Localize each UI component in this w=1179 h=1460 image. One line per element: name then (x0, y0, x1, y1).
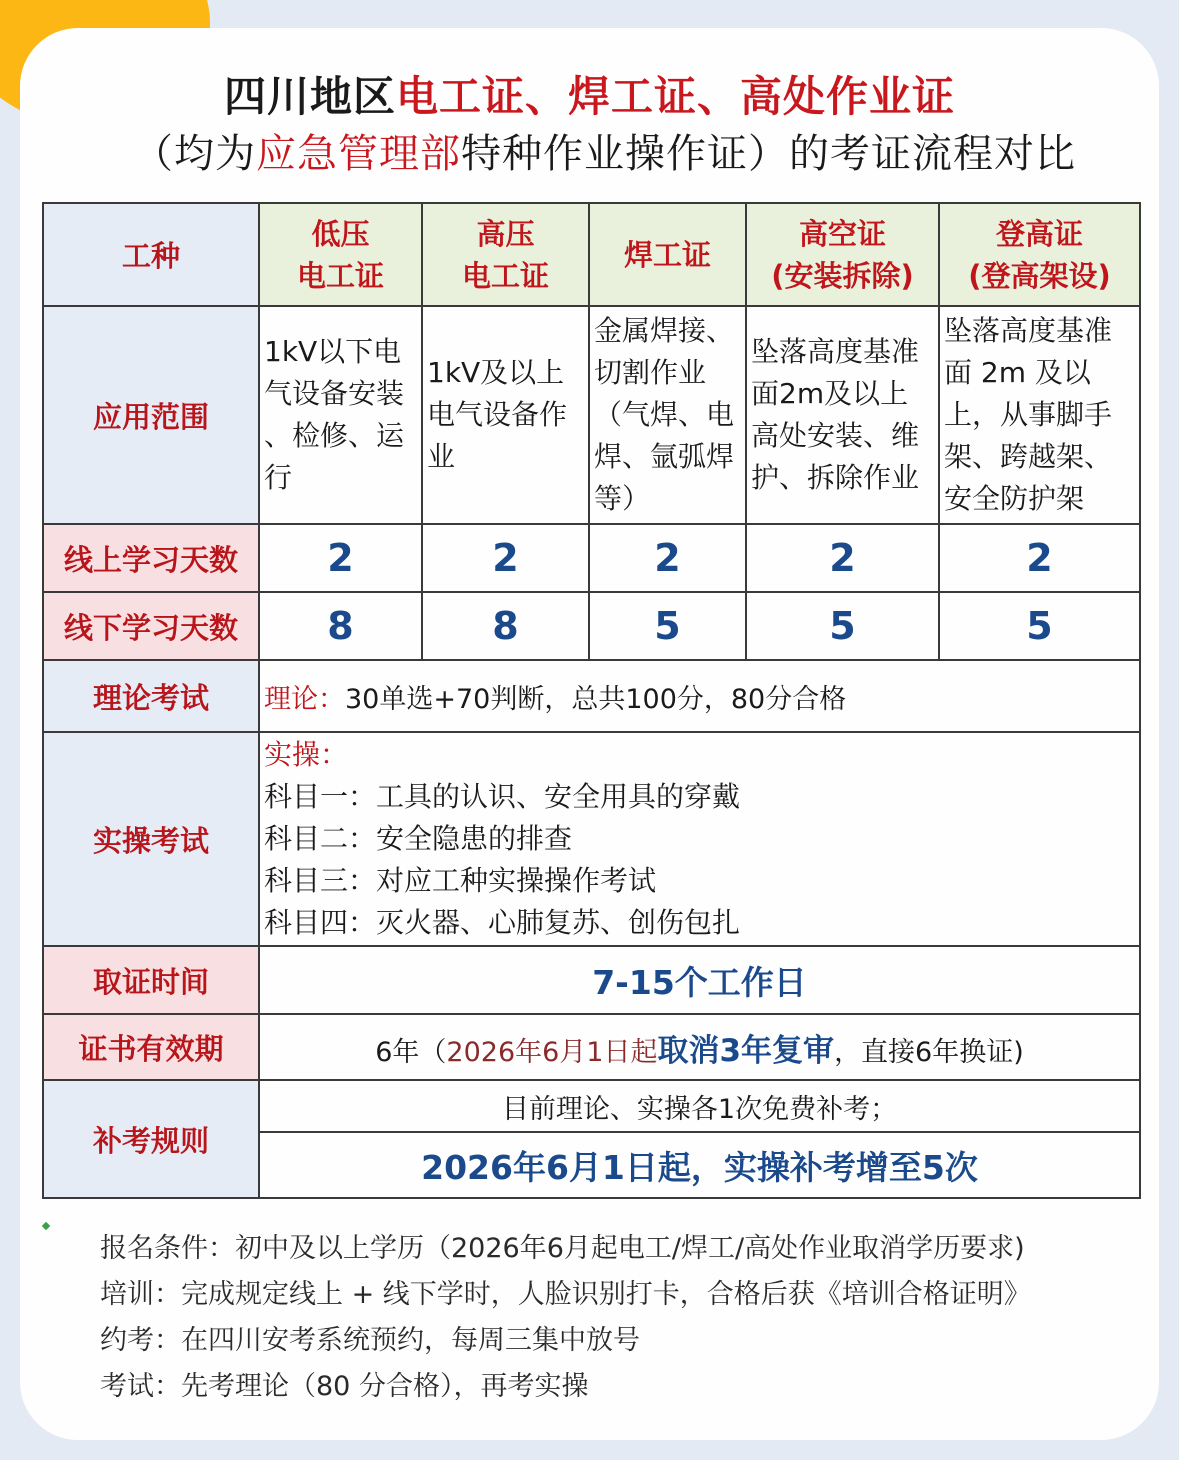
offline-days-value: 8 (259, 592, 422, 660)
table-row (43, 1014, 1140, 1080)
row-label-offline-days: 线下学习天数 (43, 592, 259, 660)
notes-section (100, 1226, 1031, 1410)
page-subtitle: （均为应急管理部特种作业操作证）的考证流程对比 (133, 131, 1076, 177)
column-header-welder: 焊工证 (589, 203, 746, 306)
table-row (43, 732, 1140, 946)
row-label-scope: 应用范围 (43, 306, 259, 524)
row-label-online-days: 线上学习天数 (43, 524, 259, 592)
note-line: 考试：先考理论（80 分合格），再考实操 (100, 1371, 589, 1402)
row-label-retake: 补考规则 (43, 1080, 259, 1198)
table-row (43, 524, 1140, 592)
online-days-value: 2 (746, 524, 939, 592)
theory-exam-cell: 理论：30单选+70判断，总共100分，80分合格 (259, 660, 1140, 732)
retake-current-rule: 目前理论、实操各1次免费补考； (259, 1080, 1140, 1132)
offline-days-value: 5 (746, 592, 939, 660)
scope-cell: 坠落高度基准 面 2m 及以 上，从事脚手 架、跨越架、 安全防护架 (939, 306, 1140, 524)
online-days-value: 2 (259, 524, 422, 592)
scope-cell: 金属焊接、 切割作业 （气焊、电 焊、氩弧焊 等） (589, 306, 746, 524)
online-days-value: 2 (939, 524, 1140, 592)
comparison-table (42, 202, 1141, 1199)
column-header-high-voltage: 高压 电工证 (422, 203, 589, 306)
table-row (43, 660, 1140, 732)
cert-time-value: 7-15个工作日 (259, 946, 1140, 1014)
practical-exam-cell: 实操： 科目一：工具的认识、安全用具的穿戴 科目二：安全隐患的排查 科目三：对应工种实操操作考试 科目四：灭火器、心肺复苏、创伤包扎 (259, 732, 1140, 946)
scope-cell: 1kV及以上 电气设备作 业 (422, 306, 589, 524)
online-days-value: 2 (422, 524, 589, 592)
retake-new-rule: 2026年6月1日起，实操补考增至5次 (259, 1132, 1140, 1198)
table-row (43, 306, 1140, 524)
scope-cell: 1kV以下电 气设备安装 、检修、运 行 (259, 306, 422, 524)
scope-cell: 坠落高度基准 面2m及以上 高处安装、维 护、拆除作业 (746, 306, 939, 524)
table-row (43, 592, 1140, 660)
online-days-value: 2 (589, 524, 746, 592)
validity-cell: 6年（2026年6月1日起取消3年复审，直接6年换证) (259, 1014, 1140, 1080)
note-line: 培训：完成规定线上 + 线下学时，人脸识别打卡，合格后获《培训合格证明》 (100, 1279, 1031, 1310)
note-line: 报名条件：初中及以上学历（2026年6月起电工/焊工/高处作业取消学历要求) (100, 1233, 1025, 1264)
note-line: 约考：在四川安考系统预约，每周三集中放号 (100, 1325, 640, 1356)
row-label-validity: 证书有效期 (43, 1014, 259, 1080)
page-title: 四川地区电工证、焊工证、高处作业证 (223, 72, 956, 121)
column-header-aerial-scaffold: 登高证 (登高架设) (939, 203, 1140, 306)
table-row (43, 1080, 1140, 1132)
row-label-theory-exam: 理论考试 (43, 660, 259, 732)
row-label-practical-exam: 实操考试 (43, 732, 259, 946)
column-header-aerial-install: 高空证 (安装拆除) (746, 203, 939, 306)
offline-days-value: 5 (589, 592, 746, 660)
row-label-type: 工种 (43, 203, 259, 306)
column-header-low-voltage: 低压 电工证 (259, 203, 422, 306)
row-label-cert-time: 取证时间 (43, 946, 259, 1014)
table-row (43, 203, 1140, 306)
table-row (43, 946, 1140, 1014)
offline-days-value: 5 (939, 592, 1140, 660)
offline-days-value: 8 (422, 592, 589, 660)
